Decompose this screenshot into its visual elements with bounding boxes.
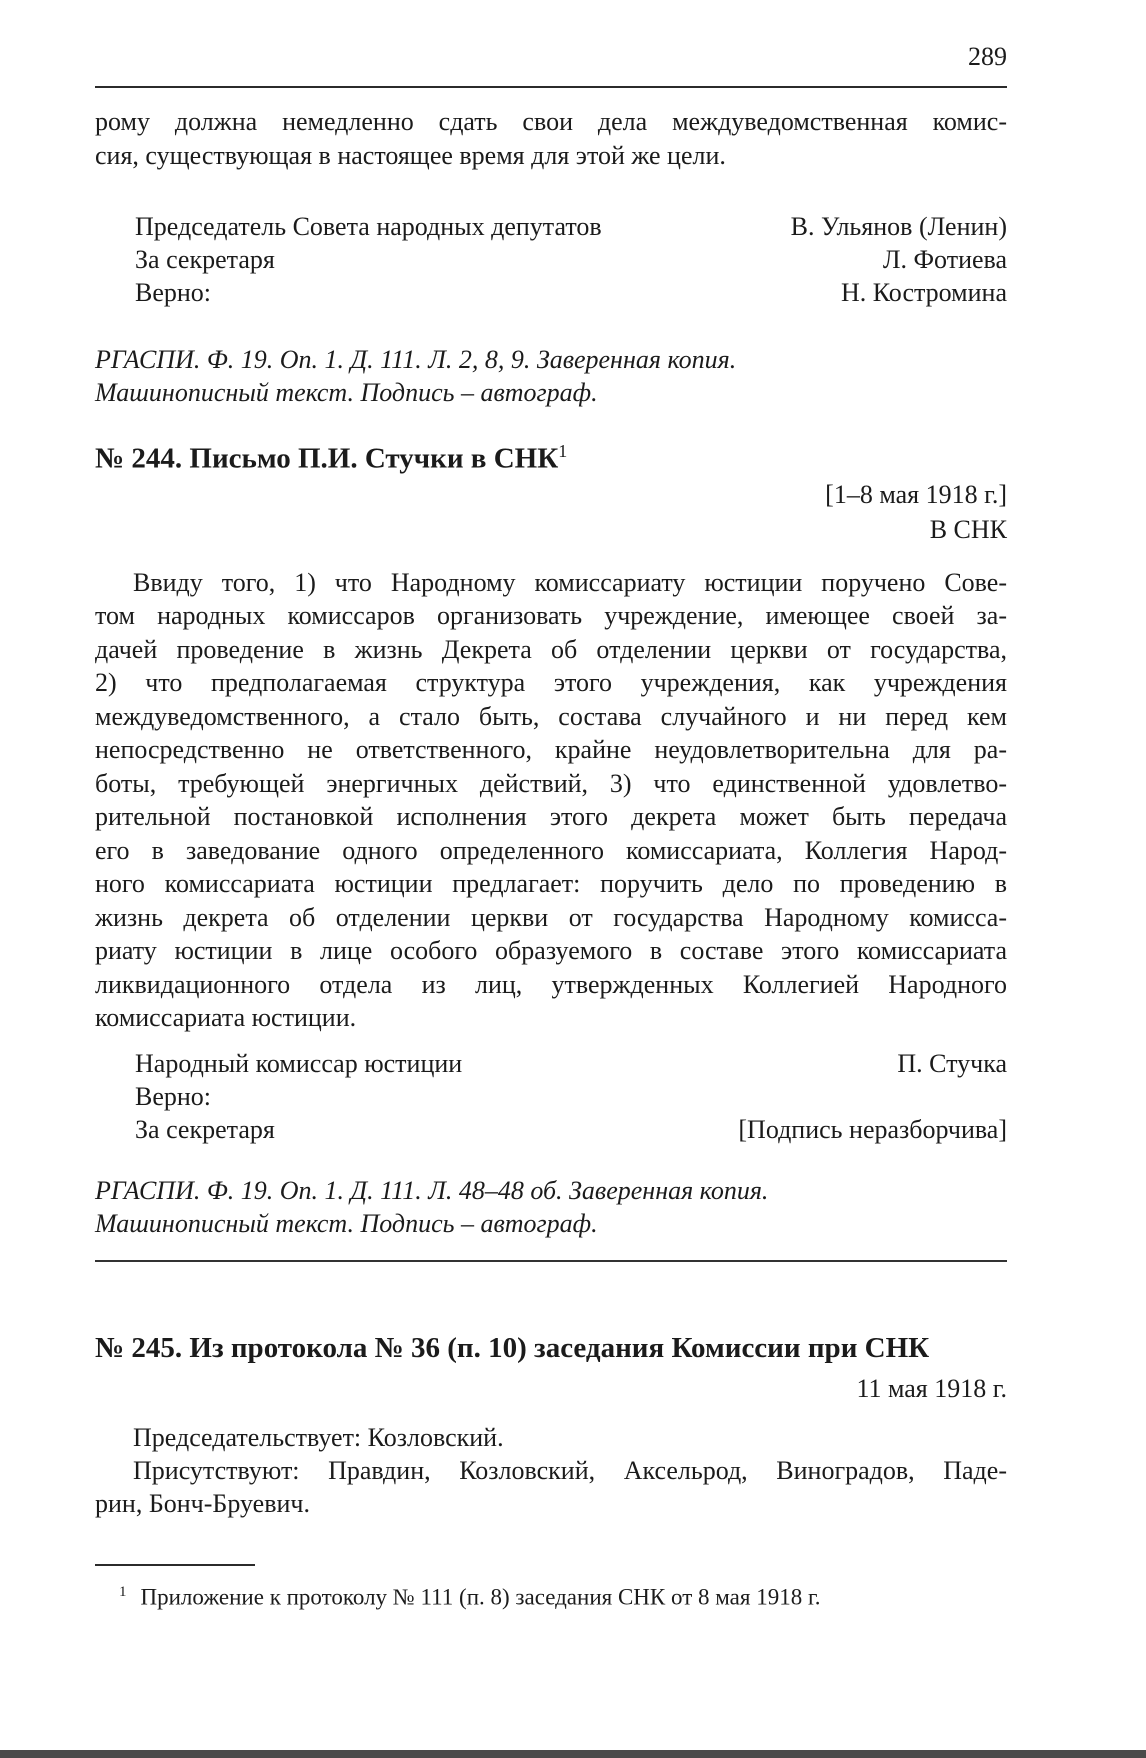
header-rule <box>95 86 1007 88</box>
archive-reference-line: Машинописный текст. Подпись – автограф. <box>95 378 598 407</box>
paragraph-line: рительной постановкой исполнения этого декрета может быть передача <box>95 802 1007 832</box>
paragraph-line: 2) что предполагаемая структура этого учреждения, как учреждения <box>95 668 1007 698</box>
signature-row <box>95 1113 1007 1146</box>
page-content <box>95 0 1007 1611</box>
footnote-rule <box>95 1564 255 1566</box>
doc-245-body-paragraph <box>95 1421 1007 1520</box>
doc-244-heading-text: № 244. Письмо П.И. Стучки в СНК <box>95 442 559 475</box>
doc-244-date: [1–8 мая 1918 г.] <box>825 479 1007 509</box>
signature-row <box>95 210 1007 243</box>
doc-245-date: 11 мая 1918 г. <box>856 1373 1007 1403</box>
signature-block-1 <box>95 210 1007 309</box>
paragraph-line: риату юстиции в лице особого образуемого в составе этого комиссариата <box>95 936 1007 966</box>
paragraph-line: рому должна немедленно сдать свои дела междуведомственная комис- <box>95 107 1007 136</box>
paragraph-line: жизнь декрета об отделении церкви от государства Народному комисса- <box>95 902 1007 932</box>
continuation-paragraph <box>95 105 1007 172</box>
signature-row <box>95 1080 1007 1113</box>
signature-role: За секретаря <box>135 245 275 274</box>
paragraph-line: междуведомственного, а стало быть, состава случайного и ни перед кем <box>95 701 1007 731</box>
archive-reference-2 <box>95 1174 1007 1240</box>
paragraph-line: его в заведование одного определенного комиссариата, Коллегия Народ- <box>95 835 1007 865</box>
signature-name: Н. Костромина <box>840 278 1007 307</box>
signature-role: Верно: <box>135 1081 212 1111</box>
archive-reference-line: Машинописный текст. Подпись – автограф. <box>95 1208 598 1238</box>
paragraph-line: Ввиду того, 1) что Народному комиссариату юстиции поручено Сове- <box>133 567 1007 597</box>
doc-244-heading <box>95 435 1007 475</box>
footnote <box>95 1578 1007 1612</box>
doc-244-body-paragraph <box>95 566 1007 1035</box>
page-number: 289 <box>968 42 1007 71</box>
section-divider-rule <box>95 1260 1007 1262</box>
paragraph-line: сия, существующая в настоящее время для этой же цели. <box>95 140 726 170</box>
paragraph-line: Председательствует: Козловский. <box>133 1422 504 1452</box>
doc-244-addressee: В СНК <box>929 514 1007 544</box>
archive-reference-line: РГАСПИ. Ф. 19. Оп. 1. Д. 111. Л. 2, 8, 9. Заверенная копия. <box>95 345 737 374</box>
signature-name: Л. Фотиева <box>882 245 1007 274</box>
paragraph-line: Присутствуют: Правдин, Козловский, Аксельрод, Виноградов, Паде- <box>133 1455 1007 1485</box>
signature-block-2 <box>95 1047 1007 1146</box>
paragraph-line: том народных комиссаров организовать учреждение, имеющее своей за- <box>95 601 1007 631</box>
footnote-text: Приложение к протоколу № 111 (п. 8) заседания СНК от 8 мая 1918 г. <box>140 1584 821 1610</box>
signature-role: Председатель Совета народных депутатов <box>135 212 602 241</box>
doc-245-heading: № 245. Из протокола № 36 (п. 10) заседания Комиссии при СНК <box>95 1331 930 1364</box>
footnote-reference-superscript: 1 <box>558 441 568 461</box>
signature-role: Народный комиссар юстиции <box>135 1048 463 1078</box>
paragraph-line: ного комиссариата юстиции предлагает: поручить дело по проведению в <box>95 869 1007 899</box>
paragraph-line: комиссариата юстиции. <box>95 1003 357 1033</box>
signature-role: Верно: <box>135 278 212 307</box>
signature-name: В. Ульянов (Ленин) <box>790 212 1007 241</box>
footnote-marker: 1 <box>119 1583 127 1600</box>
paragraph-line: дачей проведение в жизнь Декрета об отделении церкви от государства, <box>95 634 1007 664</box>
archive-reference-line: РГАСПИ. Ф. 19. Оп. 1. Д. 111. Л. 48–48 об. Заверенная копия. <box>95 1175 769 1205</box>
paragraph-line: непосредственно не ответственного, крайне неудовлетворительна для ра- <box>95 735 1007 765</box>
signature-row <box>95 276 1007 309</box>
archive-reference-1 <box>95 343 1007 409</box>
signature-row <box>95 243 1007 276</box>
signature-name: [Подпись неразборчива] <box>738 1114 1007 1144</box>
signature-role: За секретаря <box>135 1114 275 1144</box>
paragraph-line: рин, Бонч-Бруевич. <box>95 1488 310 1518</box>
signature-row <box>95 1047 1007 1080</box>
paragraph-line: боты, требующей энергичных действий, 3) что единственной удовлетво- <box>95 768 1007 798</box>
page-bottom-edge <box>0 1750 1146 1758</box>
paragraph-line: ликвидационного отдела из лиц, утвержденных Коллегией Народного <box>95 969 1007 999</box>
signature-name: П. Стучка <box>897 1048 1007 1078</box>
